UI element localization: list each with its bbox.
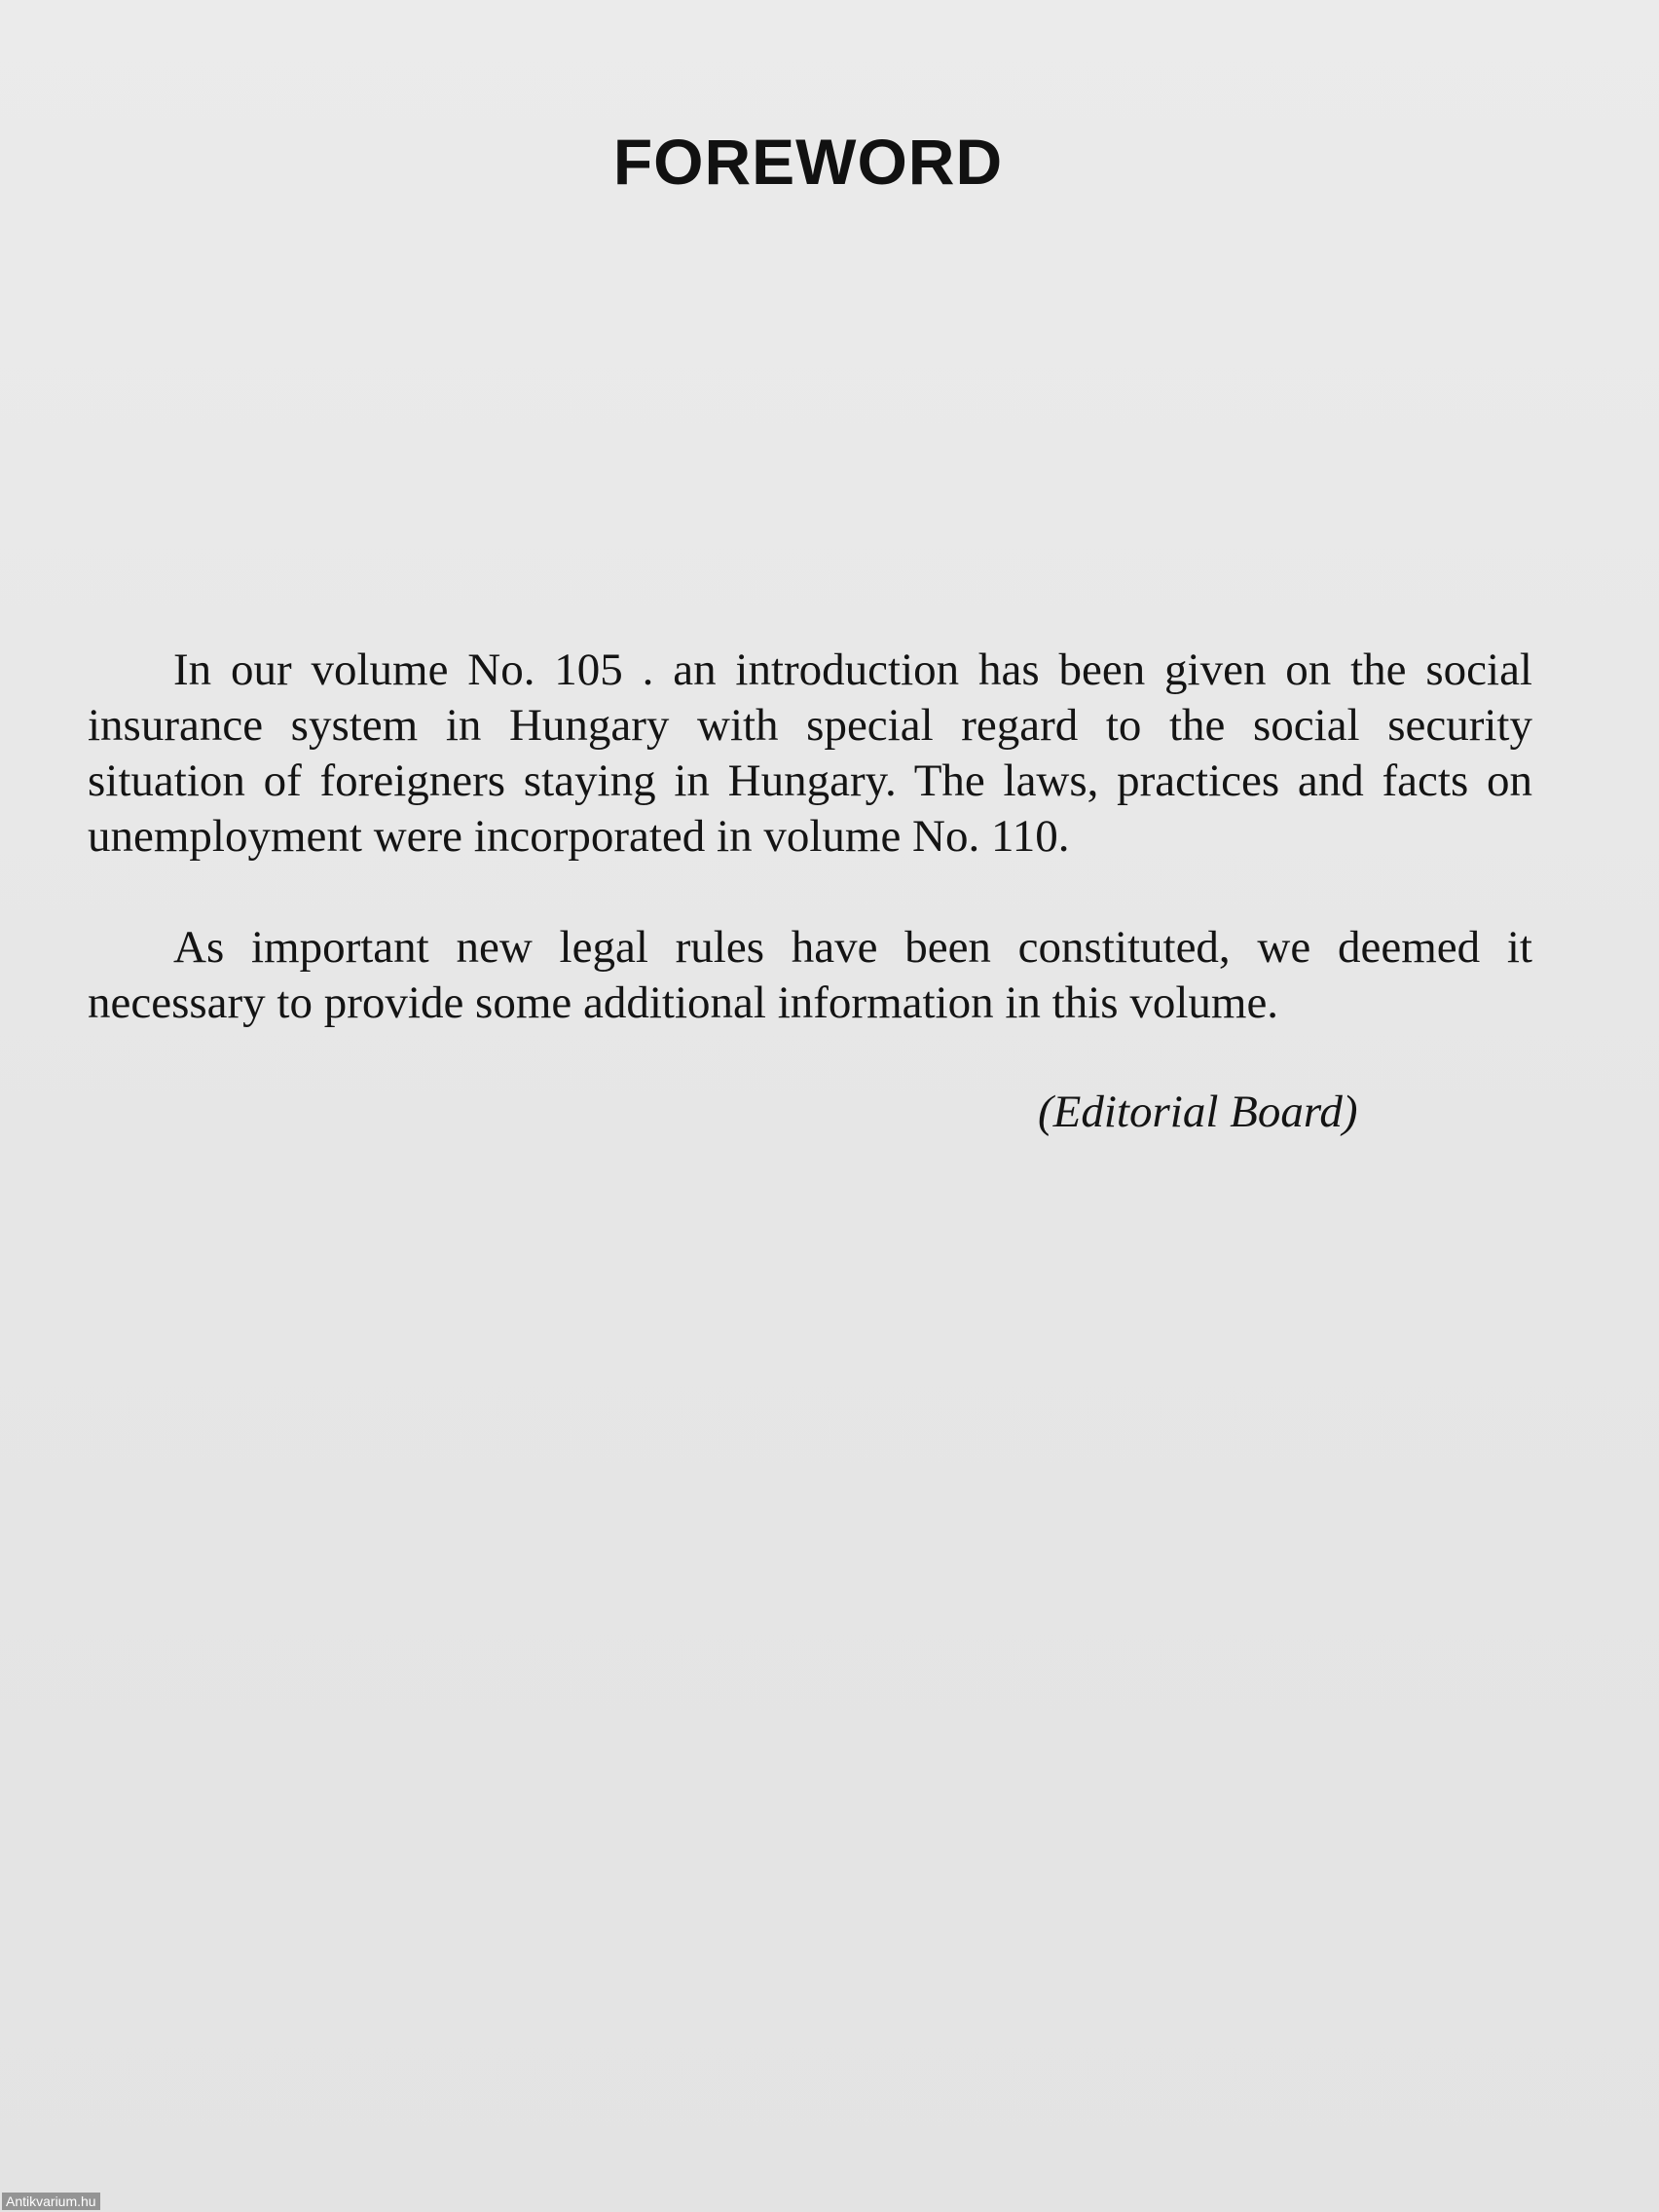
foreword-paragraph-1: In our volume No. 105 . an introduction has been given on the social insurance system in Hungary with special regard to the social security situation of foreigners staying in Hungary. The laws, practices and facts on unemployment were incorporated in volume No. 110. [88,645,1532,862]
watermark: Antikvarium.hu [2,2193,100,2210]
foreword-paragraph-2: As important new legal rules have been constituted, we deemed it necessary to provide some additional information in this volume. [88,922,1532,1028]
signature: (Editorial Board) [1038,1087,1358,1137]
page-title: FOREWORD [612,126,1004,198]
